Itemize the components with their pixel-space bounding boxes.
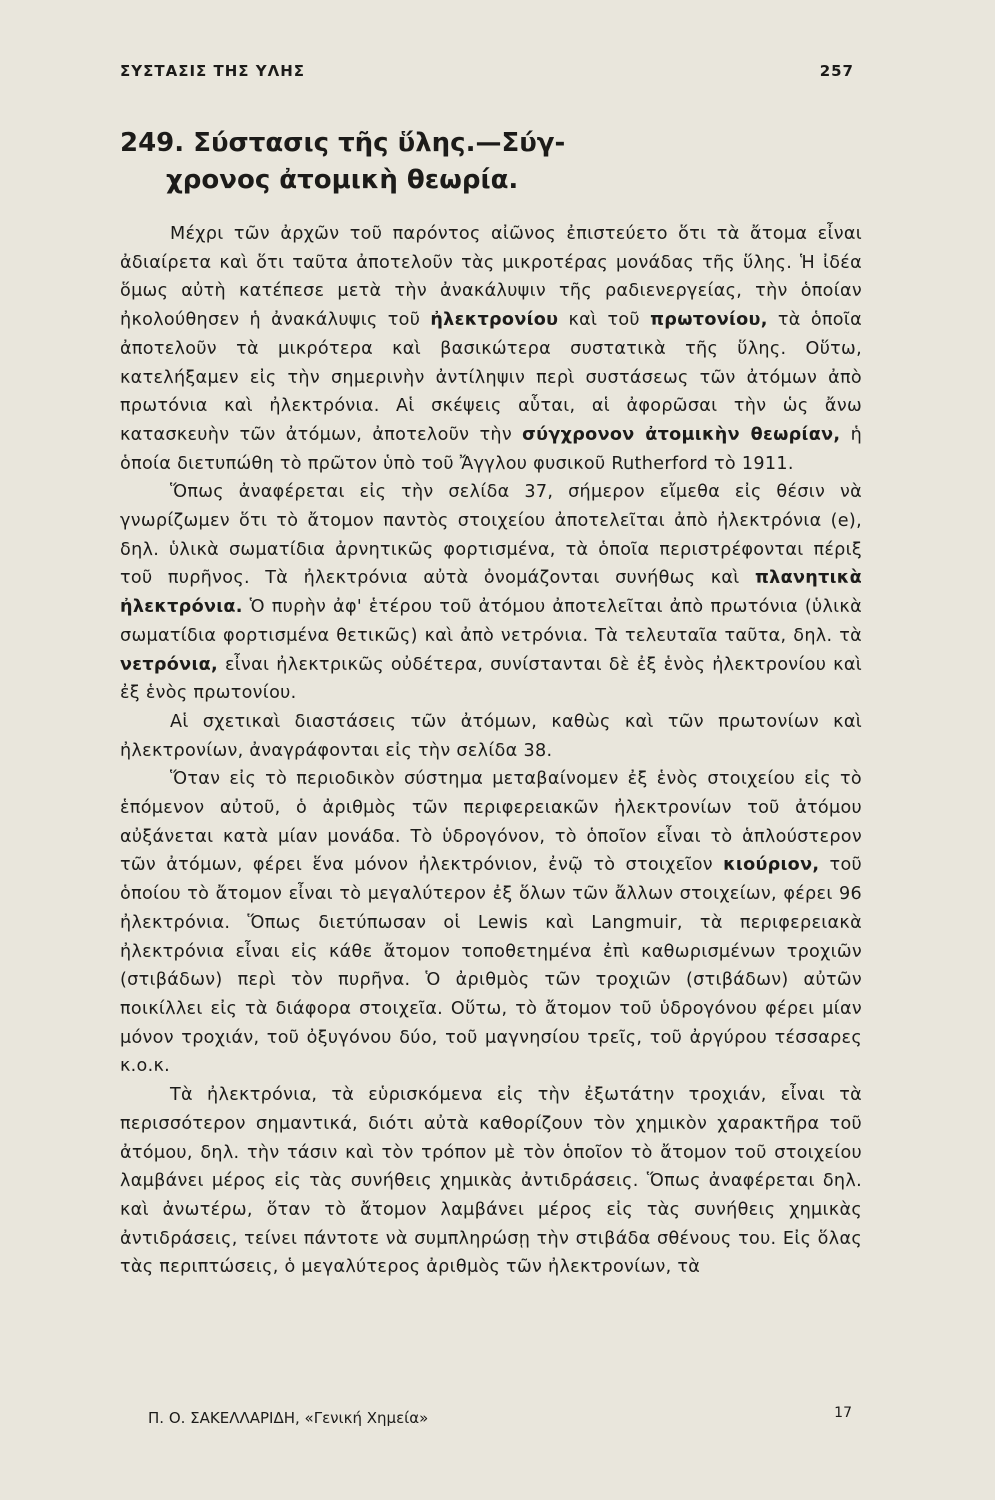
section-heading <box>120 125 590 199</box>
text-run: ἡ ὁποία διετυπώθη τὸ πρῶτον ὑπὸ τοῦ Ἄγγλου φυσικοῦ Rutherford τὸ 1911. <box>120 424 863 474</box>
text-run: τὰ ὁποῖα ἀποτελοῦν τὰ μικρότερα καὶ βασικώτερα συστατικὰ τῆς ὕλης. Οὕτω, κατελήξαμεν εἰς τὴν σημερινὴν ἀντίληψιν περὶ συστάσεως τῶν ἀτόμων ἀπὸ πρωτόνια καὶ ἠλεκτρόνια. Αἱ σκέψεις αὗται, αἱ ἀφορῶσαι τὴν ὡς ἄνω κατασκευὴν τῶν ἀτόμων, ἀποτελοῦν τὴν <box>120 310 862 445</box>
body-text <box>120 220 862 1282</box>
text-run: Ὅπως ἀναφέρεται εἰς τὴν σελίδα 37, σήμερον εἴμεθα εἰς θέσιν νὰ γνωρίζωμεν ὅτι τὸ ἄτομον παντὸς στοιχείου ἀποτελεῖται ἀπὸ ἠλεκτρόνια (e), δηλ. ὑλικὰ σωματίδια ἀρνητικῶς φορτισμένα, τὰ ὁποῖα περιστρέφονται πέριξ τοῦ πυρῆνος. Τὰ ἠλεκτρόνια αὐτὰ ὀνομάζονται συνήθως καὶ <box>120 482 862 589</box>
text-run: Ὁ πυρὴν ἀφ' ἑτέρου τοῦ ἀτόμου ἀποτελεῖται ἀπὸ πρωτόνια (ὑλικὰ σωματίδια φορτισμένα θετικῶς) καὶ ἀπὸ νετρόνια. Τὰ τελευταῖα ταῦτα, δηλ. τὰ <box>120 597 862 646</box>
section-heading-line-2: χρονος ἀτομικὴ θεωρία. <box>166 165 519 195</box>
paragraph-4 <box>120 765 862 1081</box>
running-title: ΣΥΣΤΑΣΙΣ ΤΗΣ ΥΛΗΣ <box>120 62 306 80</box>
running-header <box>120 62 854 86</box>
section-heading-line-1: 249. Σύστασις τῆς ὕλης.—Σύγ- <box>120 128 566 158</box>
text-run: Αἱ σχετικαὶ διαστάσεις τῶν ἀτόμων, καθὼς καὶ τῶν πρωτονίων καὶ ἠλεκτρονίων, ἀναγράφονται εἰς τὴν σελίδα 38. <box>120 711 862 761</box>
page-footer <box>120 1405 862 1433</box>
text-run: εἶναι ἠλεκτρικῶς οὐδέτερα, συνίστανται δὲ ἐξ ἑνὸς ἠλεκτρονίου καὶ ἐξ ἑνὸς πρωτονίου. <box>120 654 862 704</box>
footer-author-line: Π. Ο. ΣΑΚΕΛΛΑΡΙΔΗ, «Γενική Χημεία» <box>148 1409 429 1427</box>
paragraph-5 <box>120 1081 862 1282</box>
bold-term: νετρόνια, <box>120 654 218 675</box>
signature-mark: 17 <box>834 1405 852 1421</box>
text-run: Τὰ ἠλεκτρόνια, τὰ εὑρισκόμενα εἰς τὴν ἐξωτάτην τροχιάν, εἶναι τὰ περισσότερον σημαντικά, διότι αὐτὰ καθορίζουν τὸν χημικὸν χαρακτῆρα τοῦ ἀτόμου, δηλ. τὴν τάσιν καὶ τὸν τρόπον μὲ τὸν ὁποῖον τὸ ἄτομον τοῦ στοιχείου λαμβάνει μέρος εἰς τὰς συνήθεις χημικὰς ἀντιδράσεις. Ὅπως ἀναφέρεται δηλ. καὶ ἀνωτέρω, ὅταν τὸ ἄτομον λαμβάνει μέρος εἰς τὰς συνήθεις χημικὰς ἀντιδράσεις, τείνει πάντοτε νὰ συμπληρώσῃ τὴν στιβάδα σθένους του. Εἰς ὅλας τὰς περιπτώσεις, ὁ μεγαλύτερος ἀριθμὸς τῶν ἠλεκτρονίων, τὰ <box>120 1085 862 1278</box>
bold-term: πλανητικὰ ἠλεκτρόνια. <box>120 568 862 618</box>
bold-term: πρωτονίου, <box>650 310 768 331</box>
page-number: 257 <box>819 62 854 80</box>
bold-term: ἠλεκτρονίου <box>430 310 559 331</box>
text-run: τοῦ ὁποίου τὸ ἄτομον εἶναι τὸ μεγαλύτερον ἐξ ὅλων τῶν ἄλλων στοιχείων, φέρει 96 ἠλεκτρόνια. Ὅπως διετύπωσαν οἱ Lewis καὶ Langmuir, τὰ περιφερειακὰ ἠλεκτρόνια εἶναι εἰς κάθε ἄτομον τοποθετημένα ἐπὶ καθωρισμένων τροχιῶν (στιβάδων) περὶ τὸν πυρῆνα. Ὁ ἀριθμὸς τῶν τροχιῶν (στιβάδων) αὐτῶν ποικίλλει εἰς τὰ διάφορα στοιχεῖα. Οὕτω, τὸ ἄτομον τοῦ ὑδρογόνου φέρει μίαν μόνον τροχιάν, τοῦ ὀξυγόνου δύο, τοῦ μαγνησίου τρεῖς, τοῦ ἀργύρου τέσσαρες κ.ο.κ. <box>120 855 862 1077</box>
text-run: Ὅταν εἰς τὸ περιοδικὸν σύστημα μεταβαίνομεν ἐξ ἑνὸς στοιχείου εἰς τὸ ἑπόμενον αὐτοῦ, ὁ ἀριθμὸς τῶν περιφερειακῶν ἠλεκτρονίων τοῦ ἀτόμου αὐξάνεται κατὰ μίαν μονάδα. Τὸ ὑδρογόνον, τὸ ὁποῖον εἶναι τὸ ἁπλούστερον τῶν ἀτόμων, φέρει ἕνα μόνον ἠλεκτρόνιον, ἐνῷ τὸ στοιχεῖον <box>120 769 862 876</box>
paragraph-2 <box>120 478 862 708</box>
bold-term: σύγχρονον ἀτομικὴν θεωρίαν, <box>522 424 841 445</box>
bold-term: κιούριον, <box>723 855 820 876</box>
paragraph-1 <box>120 220 862 478</box>
text-run: Μέχρι τῶν ἀρχῶν τοῦ παρόντος αἰῶνος ἐπιστεύετο ὅτι τὰ ἄτομα εἶναι ἀδιαίρετα καὶ ὅτι ταῦτα ἀποτελοῦν τὰς μικροτέρας μονάδας τῆς ὕλης. Ἡ ἰδέα ὅμως αὐτὴ κατέπεσε μετὰ τὴν ἀνακάλυψιν τῆς ραδιενεργείας, τὴν ὁποίαν ἠκολούθησεν ἡ ἀνακάλυψις τοῦ <box>120 224 862 331</box>
text-run: καὶ τοῦ <box>558 310 651 331</box>
paragraph-3 <box>120 708 862 765</box>
